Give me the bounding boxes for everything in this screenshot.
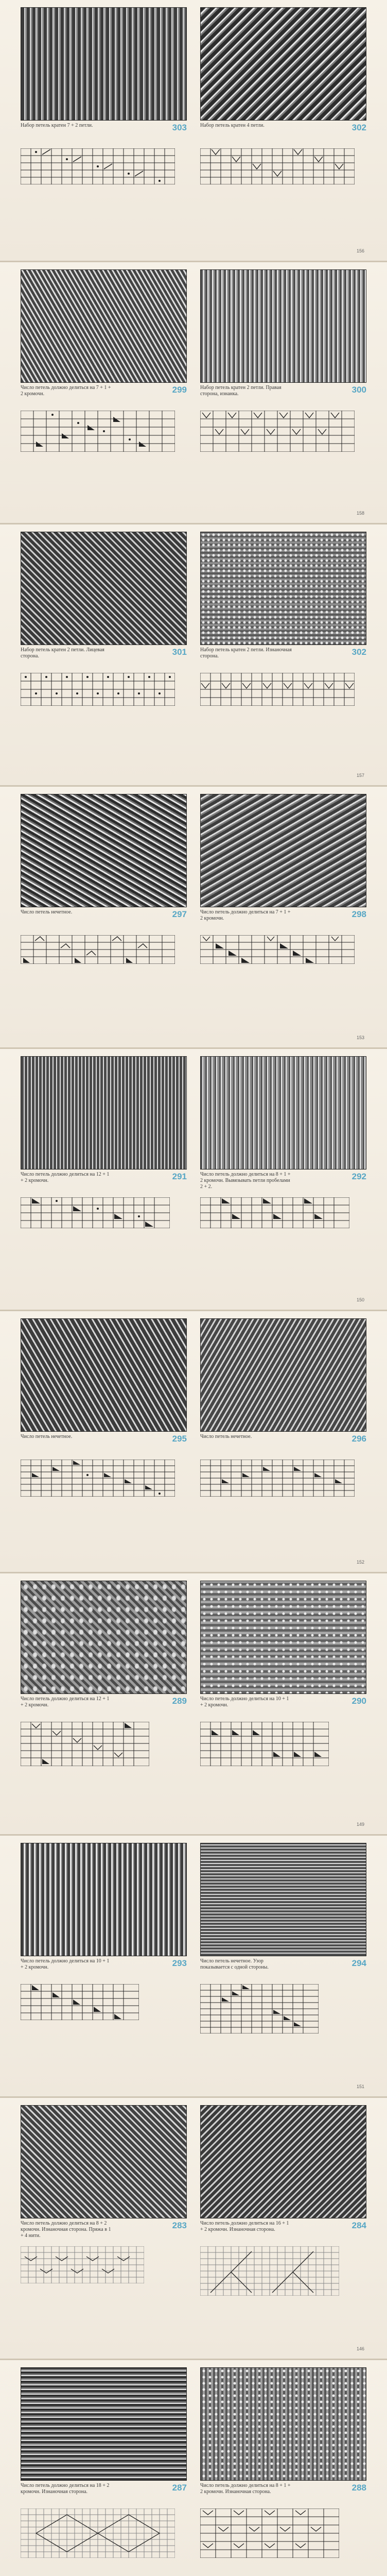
pattern-caption	[200, 1172, 366, 1192]
pattern-caption	[200, 1958, 366, 1979]
knit-sample-photo	[21, 2367, 187, 2481]
pattern-number: 288	[351, 2483, 366, 2493]
caption-text: Число петель должно делиться на 8 + 2 кромочн. Изнаночная сторона. Пряжа в 1 + 4 нити.	[21, 2221, 111, 2239]
pattern-caption	[200, 2483, 366, 2503]
caption-text: Число петель нечетное.	[21, 1434, 73, 1439]
pattern-caption	[200, 1696, 366, 1717]
pattern-number: 291	[172, 1172, 187, 1181]
pattern-number: 299	[172, 385, 187, 395]
pattern-caption	[21, 385, 187, 405]
pattern-number: 295	[172, 1434, 187, 1444]
knit-chart	[21, 2246, 144, 2283]
caption-text: Число петель должно делиться на 8 + 1 + 2 кромочн. Вывязывать петли пробелами 2 + 2.	[200, 1172, 291, 1190]
book-page	[0, 1836, 387, 2098]
caption-text: Набор петель кратен 4 петли.	[200, 123, 265, 128]
knit-chart	[200, 673, 355, 706]
pattern-caption	[21, 1172, 187, 1192]
pattern-caption	[200, 2221, 366, 2241]
knit-sample-photo	[21, 1318, 187, 1432]
pattern-number: 296	[351, 1434, 366, 1444]
pattern-number: 294	[351, 1958, 366, 1968]
book-page	[0, 2098, 387, 2360]
pattern-caption	[21, 909, 187, 930]
pattern-caption	[21, 647, 187, 668]
knit-sample-photo	[21, 269, 187, 383]
knit-sample-photo	[21, 7, 187, 121]
knit-chart	[21, 148, 175, 184]
knit-chart	[200, 411, 355, 452]
knit-sample-photo	[200, 269, 366, 383]
caption-text: Набор петель кратен 2 петли. Изнаночная сторона.	[200, 647, 292, 659]
page-number: 152	[356, 1560, 364, 1565]
knit-chart	[21, 1722, 149, 1766]
knit-chart	[21, 1197, 170, 1228]
page-number: 151	[356, 2084, 364, 2089]
caption-text: Число петель должно делиться на 10 + 1 + 2 кромочн.	[200, 1696, 289, 1708]
knit-sample-photo	[21, 532, 187, 645]
pattern-number: 302	[351, 647, 366, 657]
knit-chart	[21, 673, 175, 706]
page-number: 156	[356, 248, 364, 253]
pattern-caption	[200, 123, 366, 143]
pattern-caption	[21, 1696, 187, 1717]
pattern-number: 297	[172, 909, 187, 919]
knit-chart	[200, 2246, 339, 2296]
pattern-number: 284	[351, 2221, 366, 2230]
knit-chart	[200, 1984, 319, 2033]
pattern-number: 302	[351, 123, 366, 132]
pattern-caption	[21, 1958, 187, 1979]
caption-text: Число петель должно делиться на 7 + 1 + 2 кромочн.	[21, 385, 111, 397]
caption-text: Число петель должно делиться на 8 + 1 + 2 кромочн. Изнаночная сторона.	[200, 2483, 291, 2495]
caption-text: Число петель должно делиться на 10 + 1 + 2 кромочн.	[21, 1958, 110, 1970]
book-page	[0, 787, 387, 1049]
page-number: 146	[356, 2346, 364, 2351]
book-page	[0, 1573, 387, 1836]
page-number: 153	[356, 1035, 364, 1040]
pattern-number: 290	[351, 1696, 366, 1706]
knit-sample-photo	[200, 794, 366, 907]
knit-sample-photo	[21, 1056, 187, 1170]
pattern-number: 289	[172, 1696, 187, 1706]
knit-sample-photo	[200, 7, 366, 121]
caption-text: Набор петель кратен 2 петли. Лицевая сторона.	[21, 647, 104, 659]
pattern-number: 300	[351, 385, 366, 395]
knit-sample-photo	[200, 2105, 366, 2218]
knit-chart	[200, 2509, 339, 2558]
caption-text: Число петель должно делиться на 16 + 1 + 2 кромочн. Изнаночная сторона.	[200, 2221, 289, 2232]
pattern-number: 303	[172, 123, 187, 132]
knit-chart	[200, 1197, 349, 1228]
knit-sample-photo	[21, 1843, 187, 1956]
knit-chart	[200, 1722, 329, 1766]
book-page	[0, 262, 387, 524]
book-page	[0, 2360, 387, 2576]
caption-text: Набор петель кратен 7 + 2 петли.	[21, 123, 93, 128]
pattern-caption	[200, 1434, 366, 1454]
pattern-number: 287	[172, 2483, 187, 2493]
knit-chart	[200, 935, 355, 964]
page-number: 158	[356, 511, 364, 516]
knit-sample-photo	[21, 1581, 187, 1694]
knit-chart	[21, 1460, 175, 1497]
caption-text: Набор петель кратен 2 петли. Правая сторона, изнанка.	[200, 385, 282, 397]
pattern-number: 293	[172, 1958, 187, 1968]
pattern-number: 301	[172, 647, 187, 657]
knit-sample-photo	[200, 1056, 366, 1170]
knit-sample-photo	[200, 1843, 366, 1956]
knit-chart	[200, 148, 355, 184]
knit-sample-photo	[200, 2367, 366, 2481]
caption-text: Число петель должно делиться на 12 + 1 + 2 кромочн.	[21, 1696, 110, 1708]
caption-text: Число петель должно делиться на 18 + 2 кромочн. Изнаночная сторона.	[21, 2483, 110, 2495]
caption-text: Число петель нечетное. Узор показывается с одной стороны.	[200, 1958, 269, 1970]
knit-sample-photo	[21, 2105, 187, 2218]
knit-sample-photo	[200, 1318, 366, 1432]
knit-chart	[21, 2509, 175, 2558]
book-page	[0, 0, 387, 262]
page-number: 157	[356, 773, 364, 778]
knit-chart	[21, 935, 175, 964]
knit-sample-photo	[200, 532, 366, 645]
pattern-caption	[200, 909, 366, 930]
caption-text: Число петель нечетное.	[200, 1434, 252, 1439]
caption-text: Число петель должно делиться на 12 + 1 + 2 кромочн.	[21, 1172, 110, 1183]
knit-chart	[21, 1984, 139, 2020]
pattern-caption	[200, 647, 366, 668]
page-number: 149	[356, 1822, 364, 1827]
pattern-caption	[21, 123, 187, 143]
pattern-caption	[200, 385, 366, 405]
book-page	[0, 1049, 387, 1311]
book-page	[0, 1311, 387, 1573]
knit-sample-photo	[21, 794, 187, 907]
knit-chart	[200, 1460, 355, 1497]
caption-text: Число петель нечетное.	[21, 909, 73, 915]
pattern-number: 298	[351, 909, 366, 919]
knit-sample-photo	[200, 1581, 366, 1694]
page-number: 150	[356, 1297, 364, 1302]
pattern-number: 292	[351, 1172, 366, 1181]
pattern-caption	[21, 1434, 187, 1454]
pattern-caption	[21, 2221, 187, 2241]
pattern-number: 283	[172, 2221, 187, 2230]
knit-chart	[21, 411, 175, 452]
caption-text: Число петель должно делиться на 7 + 1 + 2 кромочн.	[200, 909, 291, 921]
pattern-caption	[21, 2483, 187, 2503]
book-page	[0, 524, 387, 787]
